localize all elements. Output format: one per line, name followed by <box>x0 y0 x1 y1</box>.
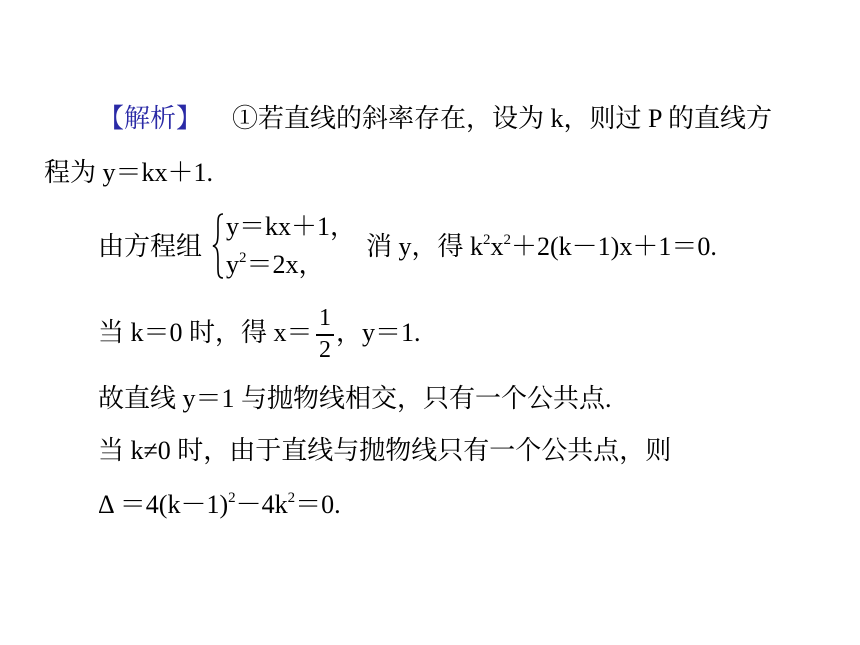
solution-line-1 <box>98 104 772 134</box>
fraction-one-half <box>316 305 334 363</box>
line3-eq-sup1: 2 <box>483 232 491 248</box>
system-row-2-rest: ＝2x， <box>246 250 325 279</box>
line3-prefix: 由方程组 <box>98 232 203 261</box>
line3-eq-pre: 消 y，得 k <box>366 232 484 261</box>
line4-prefix: 当 k＝0 时，得 x＝ <box>98 318 313 347</box>
solution-line-5 <box>98 384 612 414</box>
line2-text: 程为 y＝kx＋1. <box>44 158 214 187</box>
line7-sup1: 2 <box>228 490 236 506</box>
line7-sup2: 2 <box>287 490 296 506</box>
line4-suffix: ，y＝1. <box>336 318 421 347</box>
fraction-bar <box>316 334 334 336</box>
line7-post: ＝0. <box>295 490 341 519</box>
solution-line-3-equation <box>366 232 717 266</box>
system-row-2-sup: 2 <box>239 250 247 266</box>
solution-line-3-prefix <box>98 232 202 262</box>
line5-text: 故直线 y＝1 与抛物线相交，只有一个公共点. <box>98 384 612 413</box>
system-row-1: y＝kx＋1， <box>226 212 357 241</box>
line3-eq-post: ＋2(k－1)x＋1＝0. <box>511 232 717 261</box>
line6-text: 当 k≠0 时，由于直线与抛物线只有一个公共点，则 <box>98 436 672 465</box>
solution-line-7 <box>98 490 341 524</box>
solution-line-4-prefix <box>98 318 313 348</box>
left-brace-icon <box>212 212 224 280</box>
system-row-2-base: y <box>226 250 239 279</box>
line3-eq-mid: x <box>490 232 504 261</box>
system-row-2 <box>226 250 325 284</box>
line7-pre: Δ ＝4(k－1) <box>98 490 229 519</box>
fraction-denominator: 2 <box>319 337 331 363</box>
line7-mid: －4k <box>235 490 288 519</box>
fraction-numerator: 1 <box>319 305 331 331</box>
line3-eq-sup2: 2 <box>503 232 512 248</box>
line1-text: ①若直线的斜率存在，设为 k，则过 P 的直线方 <box>232 104 773 133</box>
solution-line-6 <box>98 436 671 466</box>
solution-line-2 <box>44 158 213 188</box>
solution-line-4-suffix <box>336 318 421 348</box>
equation-system <box>212 212 357 280</box>
analysis-tag: 【解析】 <box>98 104 203 133</box>
